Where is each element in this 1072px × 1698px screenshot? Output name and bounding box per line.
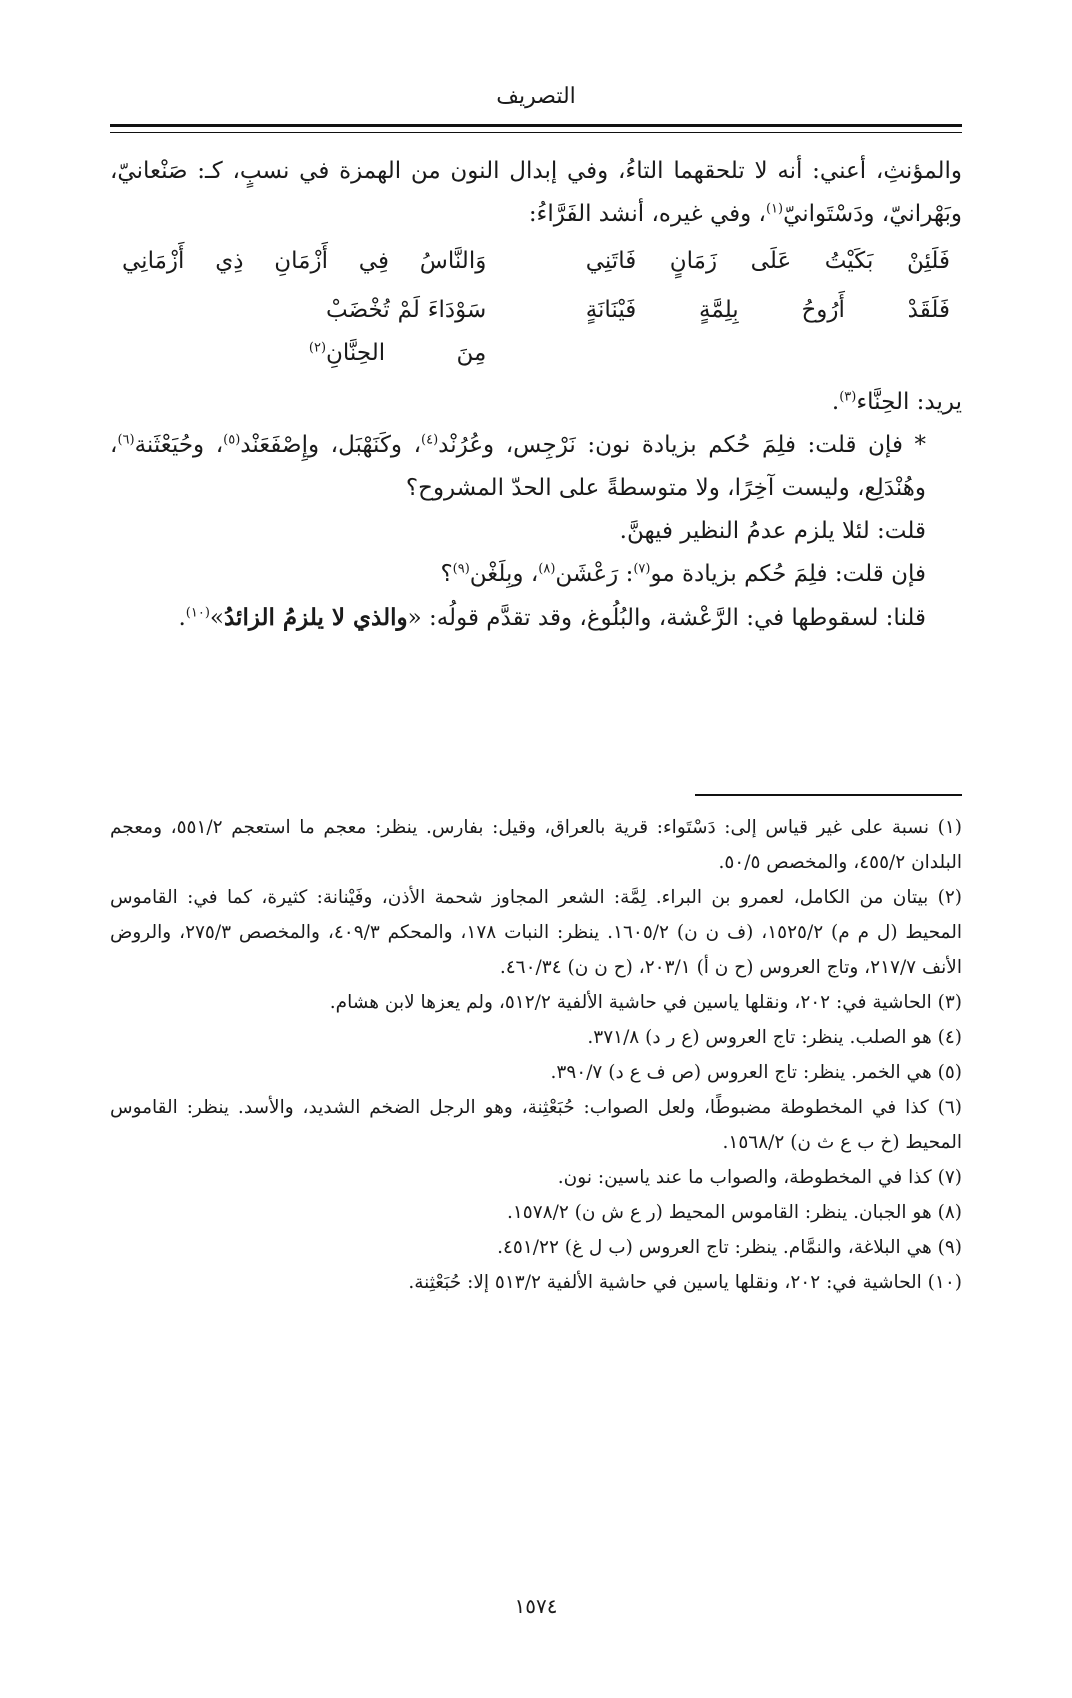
answer-2-quote: والذي لا يلزمُ الزائدُ: [223, 604, 408, 631]
paragraph-2-text: يريد: الحِنَّاء: [856, 389, 962, 415]
footnote-ref-9: (٩): [452, 561, 470, 577]
paragraph-1-text: والمؤنثِ، أعني: أنه لا تلحقهما التاءُ، وفي إبدال النون من الهمزة في نسبٍ، كـ: صَنْعانيّ، وبَهْرانيّ، ودَسْتَوانيّ: [110, 158, 962, 227]
question-1-end: ، وهُنْدَلِع، وليست آخِرًا، ولا متوسطةً على الحدّ المشروح؟: [110, 432, 926, 501]
question-2-end: ؟: [440, 561, 453, 587]
footnote-ref-8: (٨): [538, 561, 556, 577]
footnote-6: (٦) كذا في المخطوطة مضبوطًا، ولعل الصواب: حُبَعْثِنة، وهو الرجل الضخم الشديد، والأسد. ينظر: القاموس المحيط (خ ب ع ث ن) ١٥٦٨/٢.: [110, 1097, 962, 1153]
footnote-8: (٨) هو الجبان. ينظر: القاموس المحيط (ر ع ش ن) ١٥٧٨/٢.: [506, 1202, 962, 1223]
footnote-ref-4: (٤): [421, 432, 439, 448]
question-1-start: * فإن قلت: فلِمَ حُكم بزيادة نون: نَرْجِس، وعُرُنْد: [438, 432, 927, 458]
answer-2: [110, 596, 962, 640]
page-number: ١٥٧٤: [514, 1594, 558, 1618]
footnote-ref-3: (٣): [839, 389, 857, 405]
footnote-9: (٩) هي البلاغة، والنمَّام. ينظر: تاج العروس (ب ل غ) ٤٥١/٢٢.: [497, 1237, 962, 1258]
footnote-1: (١) نسبة على غير قياس إلى: دَسْتَواء: قرية بالعراق، وقيل: بفارس. ينظر: معجم ما استعجم ٥٥١/٢، ومعجم البلدان ٤٥٥/٢، والمخصص ٥٠/٥.: [110, 817, 962, 873]
footnote-4: (٤) هو الصلب. ينظر: تاج العروس (ع ر د) ٣٧١/٨.: [587, 1027, 962, 1048]
footnote-10: (١٠) الحاشية في: ٢٠٢، ونقلها ياسين في حاشية الألفية ٥١٣/٢ إلا: حُبَعْثِنة.: [408, 1272, 962, 1293]
verse-line-2: [110, 289, 962, 375]
footnote-ref-2: (٢): [308, 340, 327, 356]
verse-2-second-hemistich: [122, 289, 486, 375]
paragraph-2-end: .: [831, 389, 840, 415]
footnotes: [110, 810, 962, 1300]
question-1-mid2: ، وحُيَعْثَنة: [134, 432, 224, 458]
verse-1-first-hemistich: فَلَئِنْ بَكَيْتُ عَلَى زَمَانٍ فَاتَنِي: [585, 248, 950, 274]
question-2-mid2: ، وبِلَغْن: [469, 561, 539, 587]
question-1-mid1: ، وكَنَهْبَل، وإِصْفَعَنْد: [240, 432, 422, 458]
question-2: [110, 553, 962, 596]
paragraph-1: [110, 150, 962, 236]
header-rule-thin: [110, 132, 962, 133]
answer-2-end: .: [178, 605, 186, 631]
question-1: [110, 424, 962, 510]
verse-2-first-hemistich: فَلَقَدْ أَرُوحُ بِلِمَّةٍ فَيْنَانَةٍ: [585, 297, 950, 323]
footnote-ref-7: (٧): [633, 561, 651, 577]
answer-1: قلت: لئلا يلزم عدمُ النظير فيهنَّ.: [619, 518, 926, 544]
footnote-ref-6: (٦): [117, 432, 135, 448]
verse-1-second-hemistich: وَالنَّاسُ فِي أَزْمَانِ ذِي أَزْمَانِي: [122, 248, 487, 274]
running-header: التصريف: [496, 84, 576, 109]
footnote-5: (٥) هي الخمر. ينظر: تاج العروس (ص ف ع د) ٣٩٠/٧.: [550, 1062, 962, 1083]
verse-2-second-text: سَوْدَاءَ لَمْ تُخْضَبْ مِنَ الحِنَّانِ: [326, 297, 487, 366]
footnote-ref-5: (٥): [223, 432, 241, 448]
answer-2-close: »: [209, 605, 224, 631]
question-2-start: فإن قلت: فلِمَ حُكم بزيادة مو: [650, 561, 926, 587]
answer-2-start: قلنا: لسقوطها في: الرَّعْشة، والبُلُوغ، وقد تقدَّم قولُه: «: [407, 605, 926, 631]
paragraph-2: [110, 381, 962, 424]
paragraph-1-end: ، وفي غيره، أنشد الفَرَّاءُ:: [528, 201, 766, 227]
footnote-ref-1: (١): [765, 201, 784, 217]
question-2-mid: : رَعْشَن: [555, 561, 634, 587]
verse-line-1: [110, 240, 962, 283]
footnote-2: (٢) بيتان من الكامل، لعمرو بن البراء. لِمَّة: الشعر المجاوز شحمة الأذن، وفَيْنانة: كثيرة، كما في: القاموس المحيط (ل م م) ١٥٢٥/٢، (ف ن ن) ١٦٠٥/٢. ينظر: النبات ١٧٨، والمحكم ٤٠٩/٣، والمخصص ٢٧٥/٣، والروض الأنف ٢١٧/٧، وتاج العروس (ح ن أ) ٢٠٣/١، (ح ن ن) ٤٦٠/٣٤.: [110, 887, 962, 978]
footnote-ref-10: (١٠): [185, 605, 210, 621]
footnote-3: (٣) الحاشية في: ٢٠٢، ونقلها ياسين في حاشية الألفية ٥١٢/٢، ولم يعزها لابن هشام.: [329, 992, 962, 1013]
header-rule-thick: [110, 124, 962, 127]
footnote-separator: [695, 794, 962, 796]
footnote-7: (٧) كذا في المخطوطة، والصواب ما عند ياسين: نون.: [557, 1167, 962, 1188]
main-text: [110, 150, 962, 640]
